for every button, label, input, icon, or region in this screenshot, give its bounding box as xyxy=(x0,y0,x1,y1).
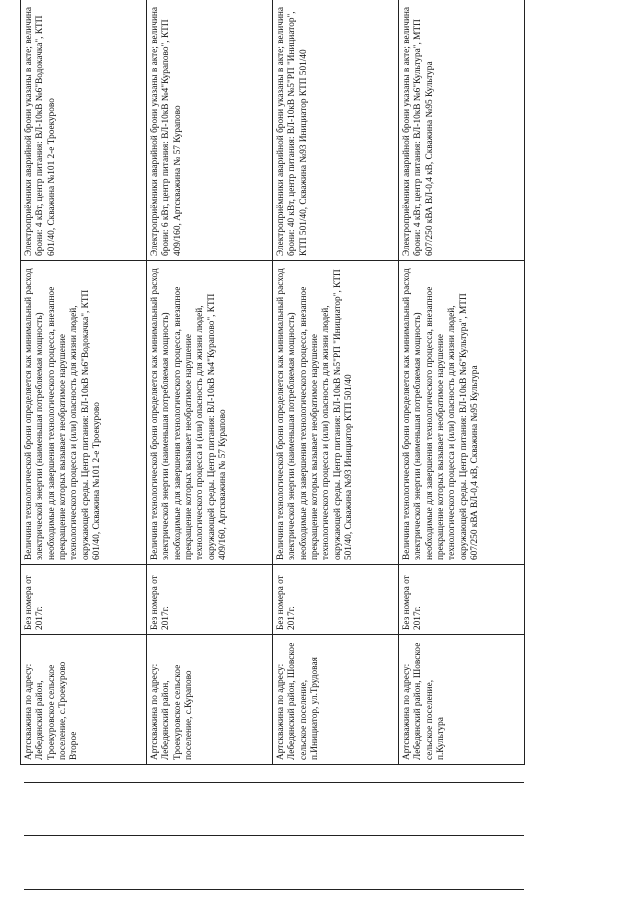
contract-cell xyxy=(273,565,399,635)
description-cell xyxy=(273,261,399,565)
contract-cell xyxy=(147,565,273,635)
rotated-table-wrapper xyxy=(20,6,525,765)
contract-cell xyxy=(21,565,147,635)
contract-text: Без номера от 2017г. xyxy=(402,575,424,630)
address-cell xyxy=(399,635,525,765)
description-cell xyxy=(147,261,273,565)
description-text: Величина технологической брони определяется как минимальный расход электрической энергии (наименьшая потребляемая мощность) необходимые для завершения технологического процесса, внезапное прекращение которых вызывает необратимое нарушение технологического процесса и (или) опасность для жизни людей, окружающей среды. Центр питания: ВЛ-10кВ №5"РП "Инициатор", КТП 501/40, Скважина №93 Инициатор КТП 501/40 xyxy=(276,268,354,560)
separator-line xyxy=(24,835,524,836)
table-row xyxy=(147,0,273,765)
receivers-cell xyxy=(399,0,525,261)
contract-text: Без номера от 2017г. xyxy=(276,575,298,630)
address-cell xyxy=(21,635,147,765)
receivers-text: Электроприёмники аварийной брони указаны в акте; величина брони: 40 кВт, центр питания: ВЛ-10кВ №5"РП "Инициатор", КТП 501/40, Скважина №93 Инициатор КТП 501/40 xyxy=(276,6,309,256)
table-row xyxy=(399,0,525,765)
receivers-text: Электроприёмники аварийной брони указаны в акте; величина брони: 4 кВт, центр питания: ВЛ-10кВ №6"Культура", МТП 607/250 кВА ВЛ-0,4 кВ, Скважина №95 Культура xyxy=(402,6,435,256)
receivers-cell xyxy=(21,0,147,261)
address-text: Артскважина по адресу: Лебедянский район, Троекуровское сельское поселение, с.Курапово xyxy=(150,663,194,760)
receivers-cell xyxy=(273,0,399,261)
description-text: Величина технологической брони определяется как минимальный расход электрической энергии (наименьшая потребляемая мощность) необходимые для завершения технологического процесса, внезапное прекращение которых вызывает необратимое нарушение технологического процесса и (или) опасность для жизни людей, окружающей среды. Центр питания: ВЛ-10кВ №6"Водокачка", КТП 601/40, Скважина №101 2-е Троекурово xyxy=(24,268,102,560)
address-text: Артскважина по адресу: Лебедянский район, Шовское сельское поселение, п.Инициатор, ул.Трудовая xyxy=(276,642,320,760)
description-cell xyxy=(399,261,525,565)
receivers-text: Электроприёмники аварийной брони указаны в акте; величина брони: 6 кВт, центр питания: ВЛ-10кВ №4"Курапово", КТП 409/160, Артскважина № 57 Курапово xyxy=(150,6,183,256)
address-text: Артскважина по адресу: Лебедянский район, Шовское сельское поселение, п.Культура xyxy=(402,642,446,760)
description-cell xyxy=(21,261,147,565)
address-cell xyxy=(273,635,399,765)
description-text: Величина технологической брони определяется как минимальный расход электрической энергии (наименьшая потребляемая мощность) необходимые для завершения технологического процесса, внезапное прекращение которых вызывает необратимое нарушение технологического процесса и (или) опасность для жизни людей, окружающей среды. Центр питания: ВЛ-10кВ №6"Культура", МТП 607/250 кВА ВЛ-0,4 кВ, Скважина №95 Культура xyxy=(402,268,480,560)
address-cell xyxy=(147,635,273,765)
receivers-text: Электроприёмники аварийной брони указаны в акте; величина брони: 4 кВт, центр питания: ВЛ-10кВ №6"Водокачка", КТП 601/40, Скважина №101 2-е Троекурово xyxy=(24,6,57,256)
contract-text: Без номера от 2017г. xyxy=(150,575,172,630)
reserve-table xyxy=(20,0,525,765)
separator-line xyxy=(24,889,524,890)
description-text: Величина технологической брони определяется как минимальный расход электрической энергии (наименьшая потребляемая мощность) необходимые для завершения технологического процесса, внезапное прекращение которых вызывает необратимое нарушение технологического процесса и (или) опасность для жизни людей, окружающей среды. Центр питания: ВЛ-10кВ №4"Курапово", КТП 409/160, Артскважина № 57 Курапово xyxy=(150,268,228,560)
table-row xyxy=(273,0,399,765)
contract-cell xyxy=(399,565,525,635)
address-text: Артскважина по адресу: Лебедянский район, Троекуровское сельское поселение, с.Троекурово Второе xyxy=(24,661,80,760)
receivers-cell xyxy=(147,0,273,261)
separator-line xyxy=(24,782,524,783)
table-row xyxy=(21,0,147,765)
contract-text: Без номера от 2017г. xyxy=(24,575,46,630)
